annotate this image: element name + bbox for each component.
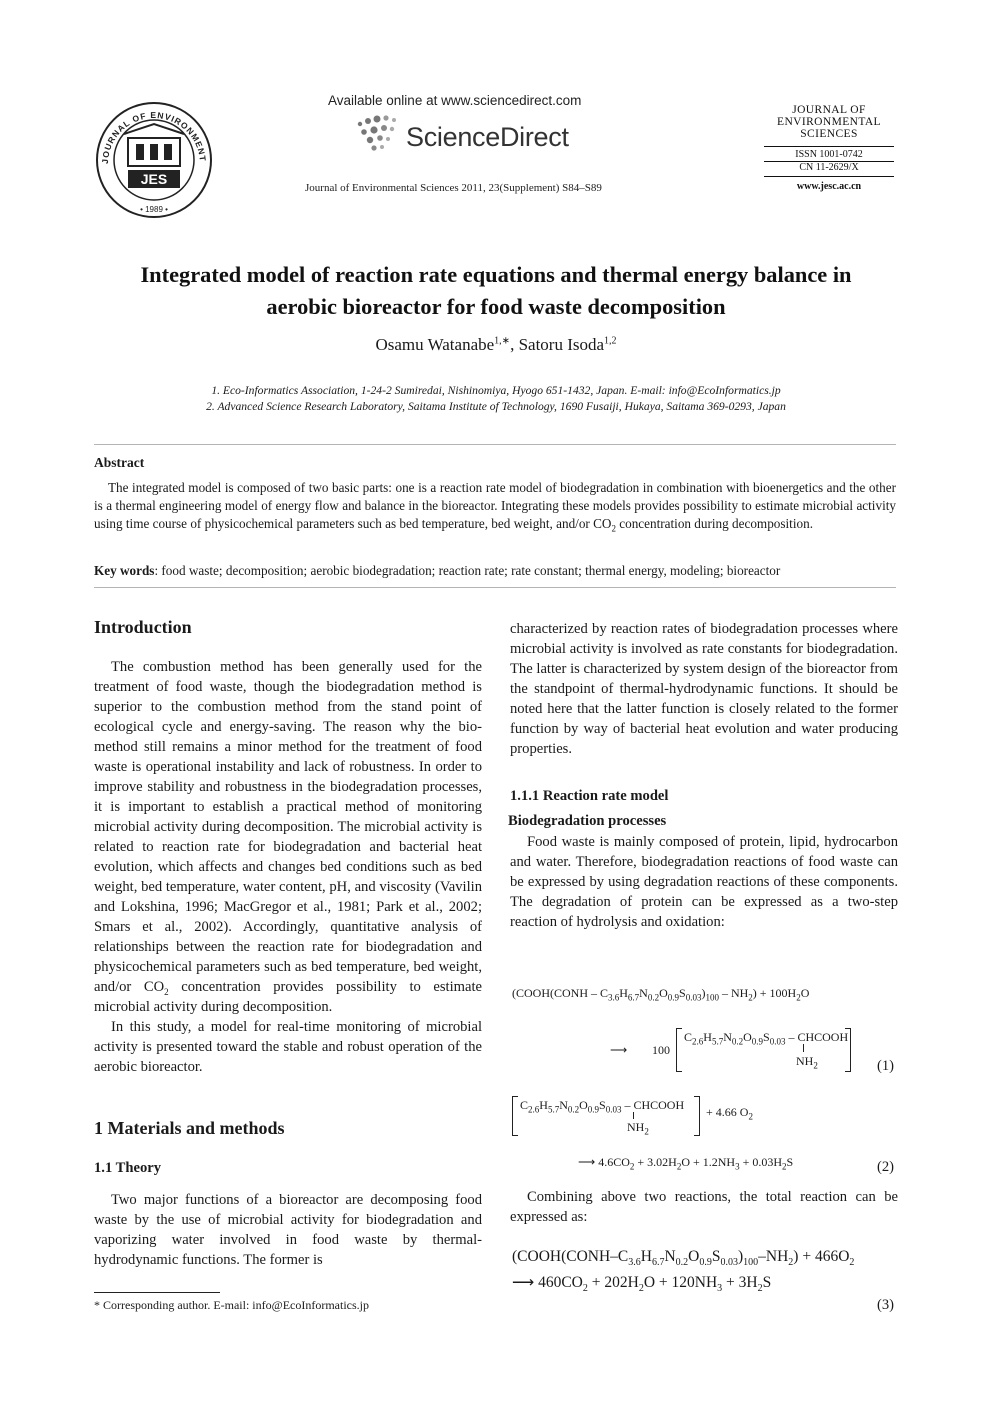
equation-3-line-2: ⟶ $460CO_2 + 202H_2O + 120NH_3 + 3H_2S$ [512, 1274, 772, 1295]
author-2: Satoru Isoda [518, 335, 605, 354]
masthead-url: www.jesc.ac.cn [796, 181, 862, 192]
affiliation-1: 1. Eco-Informatics Association, 1-24-2 Sumiredai, Nishinomiya, Hyogo 651-1432, Japan. E-mail: info@EcoInformatics.jp [211, 384, 781, 397]
equation-2-bracket-left [512, 1096, 518, 1136]
svg-text:JES: JES [140, 171, 168, 187]
masthead-cn: CN 11-2629/X [764, 161, 894, 174]
theory-paragraph-cont: characterized by reaction rates of biodegradation processes where microbial activity is involved as rate constants for biodegradation. The latter is characterized by system design of the bioreactor from the standpoint of thermal-hydrodynamic functions. It should be noted here that the latter function is closely related to the former function by way of bacterial heat evolution and water producing properties. [510, 621, 898, 757]
equation-1-line-1: (COOH(CONH – $C_{3.6}H_{6.7}N_{0.2}O_{0.9}S_{0.03})_{100} - NH_2) + 100H_2O$ [512, 986, 810, 1003]
intro-paragraph-1: The combustion method has been generally used for the treatment of food waste, though the biodegradation method is superior to the combustion method from the stand point of ecological cycle and energy-saving. The reason why the bio-method still remains a minor method for the treatment of food waste is operational instability and lack of robustness. In order to improve stability and robustness in the biodegradation processes, it is important to establish a practical method of monitoring microbial activity during decomposition. The microbial activity is related to reaction rate for biodegradation and bacterial heat evolution, which affects and changes bed conditions such as bed weight, bed temperature, water content, pH, and viscosity (Vavilin and Lokshina, 1996; MacGregor et al., 1981; Park et al., 2002; Smars et al., 2002). Accordingly, quantitative analysis of relationships between the reaction rate for biodegradation and physicochemical parameters such as bed temperature, bed weight, and/or $CO_2$ concentration provides possibility to estimate microbial activity during decomposition. [94, 659, 482, 1015]
available-online-text: Available online at www.sciencedirect.com [328, 93, 582, 108]
biodegradation-body [510, 832, 898, 932]
author-1-affil: 1,∗ [494, 335, 511, 347]
sciencedirect-wordmark: ScienceDirect [406, 122, 569, 152]
combine-body [510, 1187, 898, 1227]
equation-2-nh2: $NH_2$ [627, 1120, 649, 1137]
abstract-text: The integrated model is composed of two basic parts: one is a reaction rate model of biodegradation in combination with bioenergetics and the other is a thermal engineering model of energy flow and balance in the bioreactor. Integrating these models provides possibility to estimate microbial activity using time course of physicochemical parameters such as bed temperature, bed weight, and/or $CO_2$ concentration during decomposition. [94, 480, 896, 534]
jes-seal-logo [94, 100, 214, 220]
theory-body [94, 1190, 482, 1270]
author-list: Osamu Watanabe$^{1,∗}$, Satoru Isoda$^{1,2}$ [375, 335, 617, 354]
affiliations [96, 383, 896, 415]
keywords-label: Key words [94, 563, 155, 578]
introduction-heading: Introduction [94, 617, 192, 637]
keywords-list: : food waste; decomposition; aerobic biodegradation; reaction rate; rate constant; thermal energy, modeling; bioreactor [154, 563, 781, 578]
journal-info: Journal of Environmental Sciences 2011, 23(Supplement) S84–S89 [305, 182, 602, 194]
footnote: * Corresponding author. E-mail: info@EcoInformatics.jp [94, 1298, 369, 1312]
title-line-1: Integrated model of reaction rate equations and thermal energy balance in [140, 262, 852, 287]
equation-1-arrow: ⟶ [610, 1043, 628, 1057]
equation-1-product: $C_{2.6}H_{5.7}N_{0.2}O_{0.9}S_{0.03}$ – CHCOOH [684, 1030, 849, 1047]
equation-1-bracket-left [676, 1028, 682, 1072]
footnote-rule [94, 1292, 220, 1293]
equation-3-number: (3) [877, 1297, 895, 1313]
equation-1-number: (1) [877, 1058, 895, 1074]
equation-2-number: (2) [877, 1159, 895, 1175]
masthead-issn: ISSN 1001-0742 [795, 149, 863, 160]
affiliation-2: 2. Advanced Science Research Laboratory, Saitama Institute of Technology, 1690 Fusaiji, Hukaya, Saitama 369-0293, Japan [206, 400, 786, 413]
equation-1-coefficient: 100 [652, 1043, 670, 1057]
equation-2-bracket-right [694, 1096, 700, 1136]
equation-1-bond [803, 1044, 804, 1052]
theory-body-continued [510, 619, 898, 759]
masthead-line3: SCIENCES [800, 128, 858, 140]
author-1: Osamu Watanabe [375, 335, 495, 354]
sciencedirect-dots-icon [352, 114, 404, 154]
journal-masthead [764, 104, 894, 193]
author-2-affil: 1,2 [604, 335, 617, 347]
svg-text:• 1989 •: • 1989 • [140, 205, 168, 214]
abstract-heading: Abstract [94, 455, 145, 470]
masthead-line1: JOURNAL OF [792, 104, 866, 116]
divider-bottom [94, 587, 896, 588]
combine-paragraph: Combining above two reactions, the total reaction can be expressed as: [510, 1189, 898, 1225]
divider-top [94, 444, 896, 445]
reaction-rate-model-heading: 1.1.1 Reaction rate model [510, 788, 669, 804]
equation-2-oxygen: + 4.66 $O_2$ [706, 1105, 753, 1122]
title-line-2: aerobic bioreactor for food waste decomposition [266, 294, 726, 319]
article-title [96, 259, 896, 323]
equation-3-line-1: $(COOH(CONH-C_{3.6}H_{6.7}N_{0.2}O_{0.9}S_{0.03})_{100}-NH_2) + 466O_2$ [512, 1248, 855, 1269]
seal-text: JOURNAL OF ENVIRONMENT [99, 109, 208, 165]
equation-2-products: ⟶ $4.6CO_2 + 3.02H_2O + 1.2NH_3 + 0.03H_2S$ [578, 1155, 794, 1172]
intro-paragraph-2: In this study, a model for real-time monitoring of microbial activity is presented toward the stable and robust operation of the aerobic bioreactor. [94, 1019, 482, 1075]
equation-2-reactant: $C_{2.6}H_{5.7}N_{0.2}O_{0.9}S_{0.03}$ – CHCOOH [520, 1098, 685, 1115]
equation-1-nh2: $NH_2$ [796, 1054, 818, 1071]
equation-1-bracket-right [845, 1028, 851, 1072]
theory-paragraph-1: Two major functions of a bioreactor are decomposing food waste by the use of microbial activity for biodegradation and vaporizing water involved in food waste by thermal-hydrodynamic functions. The former is [94, 1192, 482, 1268]
materials-methods-heading: 1 Materials and methods [94, 1118, 285, 1138]
theory-heading: 1.1 Theory [94, 1160, 162, 1176]
introduction-body [94, 657, 482, 1077]
biodegradation-paragraph-1: Food waste is mainly composed of protein, lipid, hydrocarbon and water. Therefore, biodegradation reactions of food waste can be expressed by using degradation reactions of these components. The degradation of protein can be expressed as a two-step reaction of hydrolysis and oxidation: [510, 834, 898, 930]
keywords [94, 563, 780, 579]
equation-2-bond [633, 1112, 634, 1119]
biodegradation-processes-heading: Biodegradation processes [508, 813, 667, 829]
masthead-line2: ENVIRONMENTAL [777, 116, 881, 128]
